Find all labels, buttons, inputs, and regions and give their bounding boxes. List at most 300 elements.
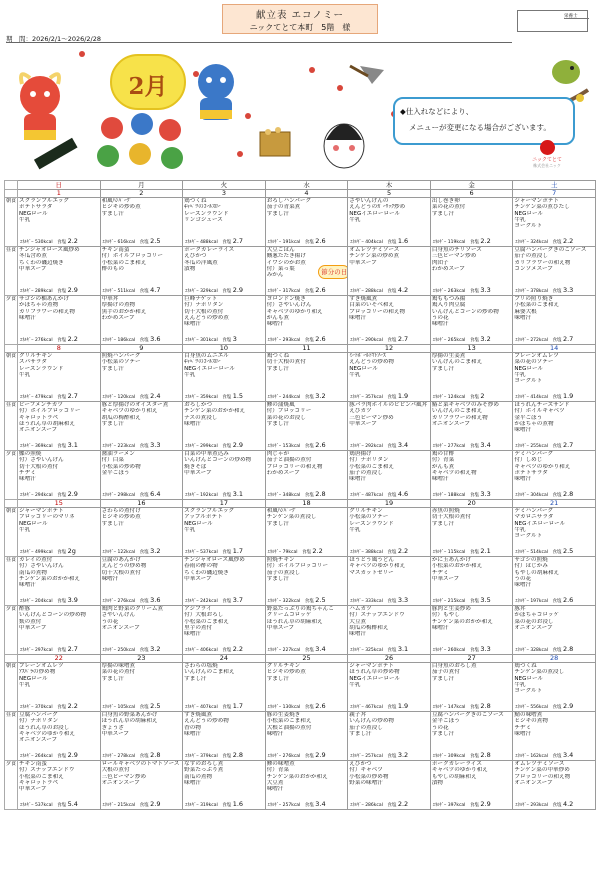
menu-item: 牛乳 bbox=[349, 371, 361, 378]
menu-item: NEGロール bbox=[514, 675, 544, 682]
salt-value: 2.4 bbox=[150, 392, 161, 400]
menu-item: NEGイエローロール bbox=[349, 675, 401, 682]
salt-value: 1.7 bbox=[232, 702, 244, 710]
menu-item: 中華スープ bbox=[19, 786, 47, 793]
menu-cell bbox=[18, 353, 101, 402]
salt-value: 2.9 bbox=[150, 800, 161, 808]
menu-item: 味噌汁 bbox=[514, 427, 532, 434]
nutrition-line: ｴﾈﾙｷﾞｰ 286kcal 食塩 2.2 bbox=[350, 800, 409, 808]
menu-cell bbox=[265, 663, 348, 712]
energy-value: 556 bbox=[530, 705, 539, 710]
menu-item: もやしの胡麻和え bbox=[514, 569, 560, 576]
menu-item: 切干大根の煮付 bbox=[431, 514, 471, 521]
menu-item: みかん bbox=[266, 272, 284, 279]
menu-item: 黒芋のおかか和え bbox=[101, 308, 147, 315]
menu-item: 白身魚のチリソース bbox=[431, 247, 482, 253]
menu-cell bbox=[348, 663, 431, 712]
menu-item: デミハンバーグ bbox=[514, 451, 554, 457]
menu-cell bbox=[348, 712, 431, 761]
menu-item: 鰈の照焼 bbox=[19, 451, 42, 457]
nutrition-line: ｴﾈﾙｷﾞｰ 324kcal 食塩 2.2 bbox=[515, 237, 574, 245]
date-number: 5 bbox=[348, 190, 431, 198]
energy-label: ｴﾈﾙｷﾞｰ bbox=[20, 599, 35, 604]
date-number: 25 bbox=[265, 655, 348, 663]
menu-cell bbox=[348, 198, 431, 247]
date-number: 26 bbox=[348, 655, 431, 663]
menu-item: スパサラダ bbox=[19, 359, 47, 366]
menu-item: 味噌汁 bbox=[514, 476, 532, 483]
menu-item: すまし汁 bbox=[266, 520, 290, 527]
menu-item: 南瓜の煮物 bbox=[184, 773, 213, 780]
nutrition-line: ｴﾈﾙｷﾞｰ 299kcal 食塩 2.9 bbox=[185, 441, 244, 449]
menu-item: 味噌汁 bbox=[349, 631, 367, 638]
menu-item: ブロッコリーの和え物 bbox=[266, 463, 323, 470]
energy-label: ｴﾈﾙｷﾞｰ bbox=[20, 648, 35, 653]
menu-item: 牛乳 bbox=[514, 681, 526, 688]
menu-cell bbox=[18, 606, 101, 655]
nutrition-line: ｴﾈﾙｷﾞｰ 479kcal 食塩 2.7 bbox=[20, 392, 78, 400]
energy-value: 260 bbox=[447, 648, 457, 653]
menu-item: なすのおろし煮 bbox=[184, 761, 224, 767]
menu-item: クリームコロッケ bbox=[266, 612, 312, 619]
menu-item: 三色ピーマン炒め bbox=[349, 414, 394, 421]
nutrition-line: ｴﾈﾙｷﾞｰ 319kcal 食塩 1.6 bbox=[185, 800, 244, 808]
menu-item: 茄子の煮浸し bbox=[266, 569, 301, 576]
menu-item: 菜の花のお浸し bbox=[514, 618, 554, 625]
menu-item: 茄子の青菜煮 bbox=[266, 204, 301, 211]
date-number: 19 bbox=[348, 500, 431, 508]
meal-row bbox=[5, 508, 596, 557]
menu-cell bbox=[100, 761, 183, 810]
menu-item: ｱｽﾊﾟﾗの炒め物 bbox=[19, 669, 56, 676]
energy-label: ｴﾈﾙｷﾞｰ bbox=[267, 444, 283, 449]
menu-cell bbox=[513, 761, 596, 810]
menu-item: えびかつ bbox=[184, 253, 207, 260]
energy-label: ｴﾈﾙｷﾞｰ bbox=[20, 240, 35, 245]
menu-item: さやいんげん bbox=[101, 612, 136, 619]
nutrition-line: ｴﾈﾙｷﾞｰ 260kcal 食塩 3.3 bbox=[432, 645, 491, 653]
menu-cell bbox=[100, 247, 183, 296]
menu-item: 豚バラ肉ホイルのビビンバ風丼 bbox=[349, 402, 428, 408]
energy-value: 191 bbox=[282, 240, 292, 245]
salt-value: 3.3 bbox=[397, 596, 409, 604]
nutrition-line: ｴﾈﾙｷﾞｰ 370kcal 食塩 2.2 bbox=[20, 702, 78, 710]
menu-cell bbox=[265, 508, 348, 557]
menu-item: 付）もやし bbox=[431, 612, 460, 619]
energy-value: 499 bbox=[34, 550, 44, 555]
weekday-label: 月 bbox=[100, 181, 183, 190]
menu-item: ナスの煮浸し bbox=[184, 414, 218, 421]
menu-cell bbox=[100, 198, 183, 247]
menu-item: 厚揚げの煮物 bbox=[101, 302, 136, 309]
energy-value: 357 bbox=[365, 395, 374, 400]
nutrition-line: ｴﾈﾙｷﾞｰ 488kcal 食塩 2.7 bbox=[185, 237, 244, 245]
salt-value: 2.9 bbox=[315, 751, 326, 759]
oni-mask-icons bbox=[97, 113, 183, 169]
nutrition-line: ｴﾈﾙｷﾞｰ 288kcal 食塩 4.2 bbox=[350, 286, 409, 294]
menu-item: 鶏つくね bbox=[514, 663, 537, 669]
nutrition-line: ｴﾈﾙｷﾞｰ 499kcal 食塩 2g bbox=[20, 547, 76, 555]
menu-item: 三色ピーマン炒め bbox=[431, 253, 477, 260]
energy-label: ｴﾈﾙｷﾞｰ bbox=[102, 395, 118, 400]
energy-label: ｴﾈﾙｷﾞｰ bbox=[185, 444, 201, 449]
logo-text: ニックてとて bbox=[532, 157, 562, 163]
menu-item: スクランブルエッグ bbox=[184, 508, 235, 514]
menu-item: アジフライ bbox=[184, 606, 212, 612]
menu-item: 小松菜の炒め物 bbox=[349, 773, 389, 780]
energy-label: ｴﾈﾙｷﾞｰ bbox=[515, 754, 531, 759]
menu-item: かぼちゃの煮物 bbox=[514, 420, 554, 427]
menu-cell bbox=[430, 712, 513, 761]
date-number: 17 bbox=[183, 500, 266, 508]
menu-item: ｷｬﾍﾞﾂのｺｰﾙｽﾛｰ bbox=[184, 204, 221, 211]
nutrition-line: ｴﾈﾙｷﾞｰ 329kcal 食塩 2.9 bbox=[185, 286, 244, 294]
energy-value: 272 bbox=[530, 338, 539, 343]
nutrition-line: ｴﾈﾙｷﾞｰ 204kcal 食塩 3.9 bbox=[20, 596, 78, 604]
menu-cell bbox=[513, 198, 596, 247]
menu-item: ハムカツ bbox=[349, 606, 372, 612]
menu-cell bbox=[513, 606, 596, 655]
salt-value: 2.8 bbox=[562, 490, 574, 498]
energy-value: 304 bbox=[530, 493, 539, 498]
meal-row bbox=[5, 402, 596, 451]
menu-item: すまし汁 bbox=[101, 675, 124, 682]
meal-label: 朝食 bbox=[5, 353, 18, 402]
energy-label: ｴﾈﾙｷﾞｰ bbox=[432, 338, 448, 343]
nutrition-line: ｴﾈﾙｷﾞｰ 322kcal 食塩 2.5 bbox=[267, 596, 326, 604]
menu-item: 付）ナポリタン bbox=[184, 302, 224, 309]
date-number: 18 bbox=[265, 500, 348, 508]
menu-item: 白身魚のおろし煮 bbox=[431, 663, 477, 669]
menu-item: チヂミ bbox=[431, 569, 449, 576]
menu-item: NEGロール bbox=[19, 210, 48, 217]
menu-item: チンゲン菜のおかか和え bbox=[266, 773, 328, 780]
menu-item: わかめスープ bbox=[266, 469, 300, 476]
nutrition-line: ｴﾈﾙｷﾞｰ 294kcal 食塩 2.9 bbox=[20, 490, 78, 498]
nutrition-line: ｴﾈﾙｷﾞｰ 290kcal 食塩 2.7 bbox=[350, 335, 409, 343]
menu-item: 付）ブロッコリー bbox=[266, 408, 312, 415]
date-number: 11 bbox=[265, 345, 348, 353]
company-logo bbox=[527, 140, 567, 169]
menu-item: すき焼風煮 bbox=[349, 296, 378, 302]
menu-cell bbox=[265, 761, 348, 810]
menu-item: ブロッコリーの和え物 bbox=[349, 308, 406, 315]
energy-label: ｴﾈﾙｷﾞｰ bbox=[185, 289, 201, 294]
energy-label: ｴﾈﾙｷﾞｰ bbox=[185, 338, 201, 343]
menu-item: 味噌汁 bbox=[266, 786, 284, 793]
notice-line-2: メニューが変更になる場合がございます。 bbox=[409, 123, 551, 132]
meal-label: 朝食 bbox=[5, 663, 18, 712]
energy-label: ｴﾈﾙｷﾞｰ bbox=[267, 289, 283, 294]
energy-label: ｴﾈﾙｷﾞｰ bbox=[102, 240, 118, 245]
salt-value: 2.8 bbox=[480, 702, 491, 710]
menu-item: ヒジキの炒め煮 bbox=[266, 669, 306, 676]
menu-item: ジャーマンポテト bbox=[19, 508, 64, 514]
menu-item: 豚と厚揚げのオイスター煮 bbox=[101, 402, 169, 408]
menu-cell bbox=[513, 663, 596, 712]
salt-value: 4.2 bbox=[397, 286, 409, 294]
energy-label: ｴﾈﾙｷﾞｰ bbox=[102, 289, 118, 294]
menu-item: すまし汁 bbox=[431, 365, 455, 372]
menu-item: 味噌汁 bbox=[19, 314, 36, 321]
energy-label: ｴﾈﾙｷﾞｰ bbox=[515, 550, 531, 555]
menu-item: チンゲン菜のおかか和え bbox=[431, 618, 493, 625]
menu-item: プレーンオムレツ bbox=[514, 353, 559, 359]
salt-value: 2.7 bbox=[67, 645, 78, 653]
energy-label: ｴﾈﾙｷﾞｰ bbox=[185, 240, 201, 245]
menu-item: 三色ピーマン炒め bbox=[101, 773, 147, 780]
menu-item: 親子丼 bbox=[349, 712, 367, 718]
menu-cell bbox=[348, 508, 431, 557]
salt-value: 2.8 bbox=[232, 751, 244, 759]
salt-value: 1.9 bbox=[397, 392, 409, 400]
menu-item: ちくわの磯辺焼き bbox=[19, 259, 64, 266]
menu-item: キャベツのゆかり和え bbox=[266, 308, 323, 315]
menu-item: ほうれん草のお浸し bbox=[19, 724, 70, 731]
menu-cell bbox=[183, 353, 266, 402]
energy-value: 359 bbox=[200, 395, 209, 400]
date-number: 22 bbox=[18, 655, 101, 663]
menu-item: 牛乳 bbox=[514, 371, 526, 378]
menu-item: すまし汁 bbox=[101, 210, 124, 217]
menu-item: 付）さやいんげん bbox=[19, 563, 64, 570]
menu-item: 中華スープ bbox=[431, 575, 460, 582]
nutrition-line: ｴﾈﾙｷﾞｰ 378kcal 食塩 3.3 bbox=[515, 286, 574, 294]
menu-item: 味噌汁 bbox=[431, 476, 449, 483]
date-number: 15 bbox=[18, 500, 101, 508]
menu-cell bbox=[513, 353, 596, 402]
menu-item: ポテトサラダ bbox=[514, 469, 548, 476]
energy-value: 407 bbox=[200, 705, 209, 710]
salt-value: 3.9 bbox=[67, 596, 78, 604]
menu-item: かぼちゃコロッケ bbox=[514, 612, 560, 619]
meal-row bbox=[5, 663, 596, 712]
weekday-label: 火 bbox=[183, 181, 266, 190]
nutrition-line: ｴﾈﾙｷﾞｰ 537kcal 食塩 1.7 bbox=[185, 547, 244, 555]
menu-item: おろしかつ bbox=[184, 402, 213, 408]
nutrition-line: ｴﾈﾙｷﾞｰ 397kcal 食塩 2.9 bbox=[432, 800, 491, 808]
energy-value: 242 bbox=[200, 599, 209, 604]
menu-item: 牛乳 bbox=[184, 526, 196, 533]
menu-item: リンゴジュース bbox=[184, 216, 223, 223]
nutrition-line: ｴﾈﾙｷﾞｰ 264kcal 食塩 2.9 bbox=[20, 751, 78, 759]
nutrition-line: ｴﾈﾙｷﾞｰ 186kcal 食塩 3.6 bbox=[102, 335, 161, 343]
nutrition-line: ｴﾈﾙｷﾞｰ 122kcal 食塩 3.2 bbox=[102, 547, 161, 555]
menu-item: 付）さやいんげん bbox=[266, 302, 312, 309]
menu-cell bbox=[183, 508, 266, 557]
menu-item: ジャーマンポテト bbox=[349, 663, 394, 669]
date-row bbox=[5, 190, 596, 198]
menu-item: 味噌汁 bbox=[349, 314, 367, 321]
energy-label: ｴﾈﾙｷﾞｰ bbox=[267, 550, 283, 555]
energy-value: 292 bbox=[365, 444, 374, 449]
menu-item: 牛乳 bbox=[514, 216, 526, 223]
energy-label: ｴﾈﾙｷﾞｰ bbox=[515, 395, 531, 400]
energy-label: ｴﾈﾙｷﾞｰ bbox=[20, 705, 35, 710]
menu-item: 麻婆大根 bbox=[514, 308, 537, 315]
menu-item: 中華スープ bbox=[19, 624, 47, 631]
energy-value: 328 bbox=[530, 648, 539, 653]
energy-value: 530 bbox=[34, 240, 44, 245]
energy-value: 324 bbox=[530, 240, 539, 245]
energy-value: 153 bbox=[282, 444, 292, 449]
menu-item: 野菜の味噌汁 bbox=[349, 779, 383, 786]
date-row bbox=[5, 345, 596, 353]
energy-label: ｴﾈﾙｷﾞｰ bbox=[350, 599, 366, 604]
energy-value: 299 bbox=[200, 444, 209, 449]
energy-label: ｴﾈﾙｷﾞｰ bbox=[102, 493, 118, 498]
menu-item: マスカットゼリー bbox=[349, 569, 394, 576]
menu-item: 小松菜のごま和え bbox=[349, 463, 395, 470]
menu-item: 付）スナップエンドウ bbox=[349, 612, 405, 619]
salt-value: 2.6 bbox=[315, 237, 326, 245]
energy-value: 537 bbox=[200, 550, 209, 555]
menu-item: うの花 bbox=[514, 575, 532, 582]
energy-label: ｴﾈﾙｷﾞｰ bbox=[432, 493, 448, 498]
menu-item: 切干大根の煮付 bbox=[184, 308, 224, 315]
meal-row bbox=[5, 761, 596, 810]
energy-value: 414 bbox=[530, 395, 539, 400]
menu-cell bbox=[265, 296, 348, 345]
menu-cell bbox=[100, 296, 183, 345]
salt-value: 3.3 bbox=[562, 286, 574, 294]
energy-label: ｴﾈﾙｷﾞｰ bbox=[20, 754, 35, 759]
menu-item: 金平ごぼう bbox=[514, 414, 543, 421]
menu-cell bbox=[18, 296, 101, 345]
meal-label: 朝食 bbox=[5, 198, 18, 247]
menu-item: 豚の生姜焼き bbox=[266, 712, 301, 718]
energy-value: 404 bbox=[365, 240, 374, 245]
blue-oni-icon bbox=[198, 64, 234, 120]
salt-value: 3.4 bbox=[397, 441, 409, 449]
menu-item: 牛乳 bbox=[349, 681, 361, 688]
menu-item: がんも煮 bbox=[266, 314, 290, 321]
okame-mask-icon bbox=[324, 124, 364, 168]
salt-value: 1.5 bbox=[232, 392, 244, 400]
nutrition-line: ｴﾈﾙｷﾞｰ 487kcal 食塩 4.6 bbox=[350, 490, 409, 498]
energy-value: 204 bbox=[34, 599, 44, 604]
menu-item: キャベツのゆかり和え bbox=[349, 563, 406, 570]
energy-value: 278 bbox=[117, 754, 127, 759]
menu-cell bbox=[100, 402, 183, 451]
salt-value: 2.8 bbox=[150, 751, 161, 759]
weekday-label: 水 bbox=[265, 181, 348, 190]
energy-value: 319 bbox=[200, 803, 209, 808]
energy-value: 293 bbox=[282, 338, 292, 343]
menu-item: オニオンスープ bbox=[101, 624, 140, 631]
energy-value: 288 bbox=[365, 289, 374, 294]
menu-item: 付）青菜 bbox=[266, 767, 290, 774]
salt-value: 2.7 bbox=[397, 335, 409, 343]
nutrition-line: ｴﾈﾙｷﾞｰ 309kcal 食塩 2.8 bbox=[432, 751, 491, 759]
energy-label: ｴﾈﾙｷﾞｰ bbox=[102, 444, 118, 449]
menu-cell bbox=[183, 451, 266, 500]
energy-label: ｴﾈﾙｷﾞｰ bbox=[432, 289, 448, 294]
menu-item: いんげんとコーンの炒め物 bbox=[19, 612, 87, 619]
energy-label: ｴﾈﾙｷﾞｰ bbox=[267, 648, 283, 653]
menu-item: 野菜たっぷり煮 bbox=[184, 767, 224, 774]
menu-item: 中華スープ bbox=[349, 259, 377, 266]
energy-value: 276 bbox=[34, 338, 44, 343]
menu-item: キャベツのゆかり和え bbox=[514, 463, 571, 470]
nutrition-line: ｴﾈﾙｷﾞｰ 297kcal 食塩 2.7 bbox=[20, 645, 78, 653]
ehomaki-icon bbox=[34, 138, 78, 170]
energy-label: ｴﾈﾙｷﾞｰ bbox=[267, 338, 283, 343]
menu-item: 小松菜のごま和え bbox=[101, 259, 147, 266]
menu-item: 赤魚の照焼 bbox=[431, 508, 460, 514]
date-number: 24 bbox=[183, 655, 266, 663]
energy-label: ｴﾈﾙｷﾞｰ bbox=[432, 444, 448, 449]
energy-value: 333 bbox=[365, 599, 374, 604]
menu-item: 鶏つくね bbox=[184, 198, 207, 204]
meal-row bbox=[5, 712, 596, 761]
meal-row bbox=[5, 353, 596, 402]
meal-label: 夕食 bbox=[5, 451, 18, 500]
energy-label: ｴﾈﾙｷﾞｰ bbox=[267, 599, 283, 604]
nutrition-line: ｴﾈﾙｷﾞｰ 406kcal 食塩 2.2 bbox=[185, 645, 244, 653]
menu-item: 南瓜の煮物 bbox=[19, 569, 47, 576]
salt-value: 3.6 bbox=[150, 596, 161, 604]
energy-label: ｴﾈﾙｷﾞｰ bbox=[350, 444, 366, 449]
nutrition-line: ｴﾈﾙｷﾞｰ 79kcal 食塩 2.2 bbox=[267, 547, 323, 555]
nutrition-line: ｴﾈﾙｷﾞｰ 407kcal 食塩 1.7 bbox=[185, 702, 244, 710]
nutrition-line: ｴﾈﾙｷﾞｰ 514kcal 食塩 2.5 bbox=[515, 547, 574, 555]
menu-item: 照焼ハンバーグ bbox=[101, 353, 141, 359]
menu-item: 小松菜のごま和え bbox=[19, 773, 64, 780]
salt-value: 2.6 bbox=[562, 596, 574, 604]
menu-item: 鶏唐揚げ bbox=[349, 451, 372, 457]
menu-item: ブロッコリーの和え物 bbox=[514, 773, 571, 780]
energy-value: 188 bbox=[447, 493, 457, 498]
energy-value: 244 bbox=[282, 395, 292, 400]
salt-value: 2.9 bbox=[67, 286, 78, 294]
salt-value: 3.5 bbox=[480, 596, 491, 604]
menu-item: すまし汁 bbox=[349, 730, 372, 737]
meal-label: 昼食 bbox=[5, 557, 18, 606]
salt-value: 2.7 bbox=[562, 441, 574, 449]
nutrition-line: ｴﾈﾙｷﾞｰ 272kcal 食塩 2.7 bbox=[515, 335, 574, 343]
energy-value: 130 bbox=[282, 705, 292, 710]
menu-item: 和風ﾊﾝﾊﾞｰｸﾞ bbox=[266, 508, 298, 514]
menu-item: 鰆と菜キャベツのみそ炒め bbox=[431, 402, 499, 408]
energy-value: 309 bbox=[447, 754, 457, 759]
setsubun-badge: 節分の日 bbox=[318, 265, 348, 279]
salt-value: 1.9 bbox=[562, 392, 574, 400]
energy-value: 406 bbox=[200, 648, 209, 653]
menu-item: かぼちゃの煮物 bbox=[19, 302, 59, 309]
salt-value: 1.9 bbox=[397, 702, 409, 710]
menu-item: チンゲン菜の煮浸し bbox=[266, 514, 317, 521]
nutrition-line: ｴﾈﾙｷﾞｰ 276kcal 食塩 2.9 bbox=[267, 751, 326, 759]
energy-value: 488 bbox=[200, 240, 209, 245]
notice-box bbox=[393, 97, 575, 145]
menu-item: 中華スープ bbox=[266, 624, 295, 631]
menu-item: ヨロンドン焼き bbox=[266, 296, 306, 302]
nutrition-line: ｴﾈﾙｷﾞｰ 511kcal 食塩 4.7 bbox=[102, 286, 161, 294]
energy-label: ｴﾈﾙｷﾞｰ bbox=[102, 550, 118, 555]
salt-value: 3.4 bbox=[315, 800, 326, 808]
energy-value: 79 bbox=[282, 550, 289, 555]
energy-value: 276 bbox=[282, 754, 292, 759]
menu-item: うの花 bbox=[431, 724, 449, 731]
menu-cell bbox=[183, 402, 266, 451]
salt-value: 2.7 bbox=[562, 335, 574, 343]
menu-item: ヒジキの炒め煮 bbox=[101, 204, 141, 211]
energy-label: ｴﾈﾙｷﾞｰ bbox=[267, 754, 283, 759]
menu-item: オムレツデミソース bbox=[514, 761, 565, 767]
bean-shovel-icon bbox=[350, 66, 384, 84]
salt-value: 3.4 bbox=[562, 751, 574, 759]
